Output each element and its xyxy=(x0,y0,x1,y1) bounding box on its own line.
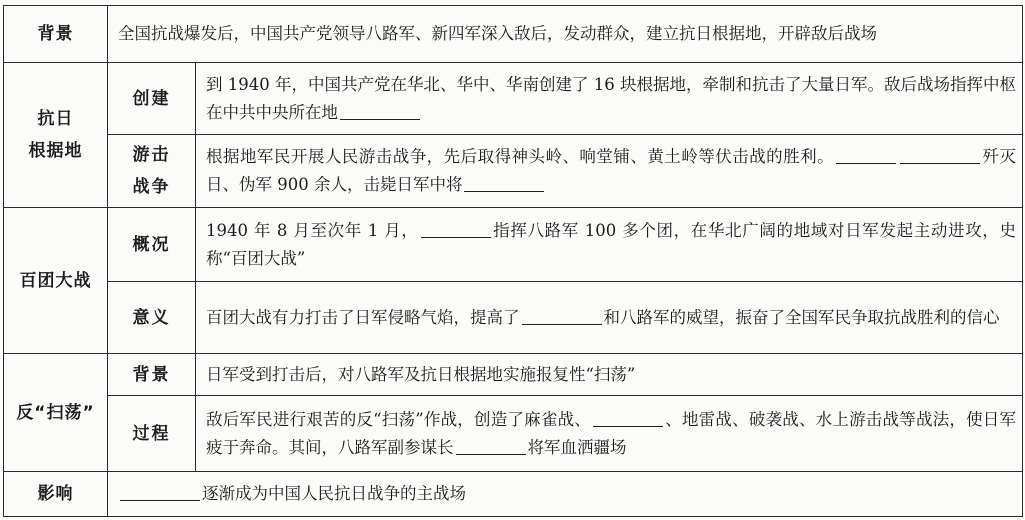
row-base-create xyxy=(4,63,1023,135)
head-base-areas: 抗日 根据地 xyxy=(4,63,108,208)
overview-text: 1940 年 8 月至次年 1 月， 指挥八路军 100 多个团，在华北广阔的地域对日军发起主动进攻，史称“百团大战” xyxy=(196,208,1023,282)
head-influence: 影响 xyxy=(4,472,108,517)
label-process: 过程 xyxy=(108,396,196,472)
label-anti-background: 背景 xyxy=(108,354,196,396)
head-background: 背景 xyxy=(4,6,108,63)
row-hundred-overview xyxy=(4,208,1023,282)
row-anti-background xyxy=(4,354,1023,396)
anti-background-text: 日军受到打击后，对八路军及抗日根据地实施报复性“扫荡” xyxy=(196,354,1023,396)
row-anti-process xyxy=(4,396,1023,472)
label-overview: 概况 xyxy=(108,208,196,282)
influence-text: 逐渐成为中国人民抗日战争的主战场 xyxy=(108,472,1023,517)
significance-text: 百团大战有力打击了日军侵略气焰，提高了 和八路军的威望，振奋了全国军民争取抗战胜利的信心 xyxy=(196,282,1023,354)
guerrilla-text: 根据地军民开展人民游击战争，先后取得神头岭、响堂铺、黄土岭等伏击战的胜利。 歼灭日、伪军 900 余人，击毙日军中将 xyxy=(196,135,1023,208)
answer-blank[interactable] xyxy=(120,482,200,501)
background-text: 全国抗战爆发后，中国共产党领导八路军、新四军深入敌后，发动群众，建立抗日根据地，开辟敌后战场 xyxy=(108,6,1023,63)
answer-blank[interactable] xyxy=(593,408,663,427)
answer-blank[interactable] xyxy=(900,145,980,164)
head-anti-mopping: 反“扫荡” xyxy=(4,354,108,472)
answer-blank[interactable] xyxy=(464,173,544,192)
label-guerrilla: 游击 战争 xyxy=(108,135,196,208)
answer-blank[interactable] xyxy=(522,306,602,325)
history-table xyxy=(3,5,1023,517)
create-text: 到 1940 年，中国共产党在华北、华中、华南创建了 16 块根据地，牵制和抗击了大量日军。敌后战场指挥中枢在中共中央所在地 xyxy=(196,63,1023,135)
row-background xyxy=(4,6,1023,63)
row-base-guerrilla xyxy=(4,135,1023,208)
head-hundred-regiments: 百团大战 xyxy=(4,208,108,354)
answer-blank[interactable] xyxy=(340,101,420,120)
label-significance: 意义 xyxy=(108,282,196,354)
answer-blank[interactable] xyxy=(836,145,896,164)
row-hundred-significance xyxy=(4,282,1023,354)
answer-blank[interactable] xyxy=(456,436,526,455)
process-text: 敌后军民进行艰苦的反“扫荡”作战，创造了麻雀战、 、地雷战、破袭战、水上游击战等战法，使日军疲于奔命。其间，八路军副参谋长 将军血洒疆场 xyxy=(196,396,1023,472)
label-create: 创建 xyxy=(108,63,196,135)
answer-blank[interactable] xyxy=(421,219,491,238)
row-influence xyxy=(4,472,1023,517)
